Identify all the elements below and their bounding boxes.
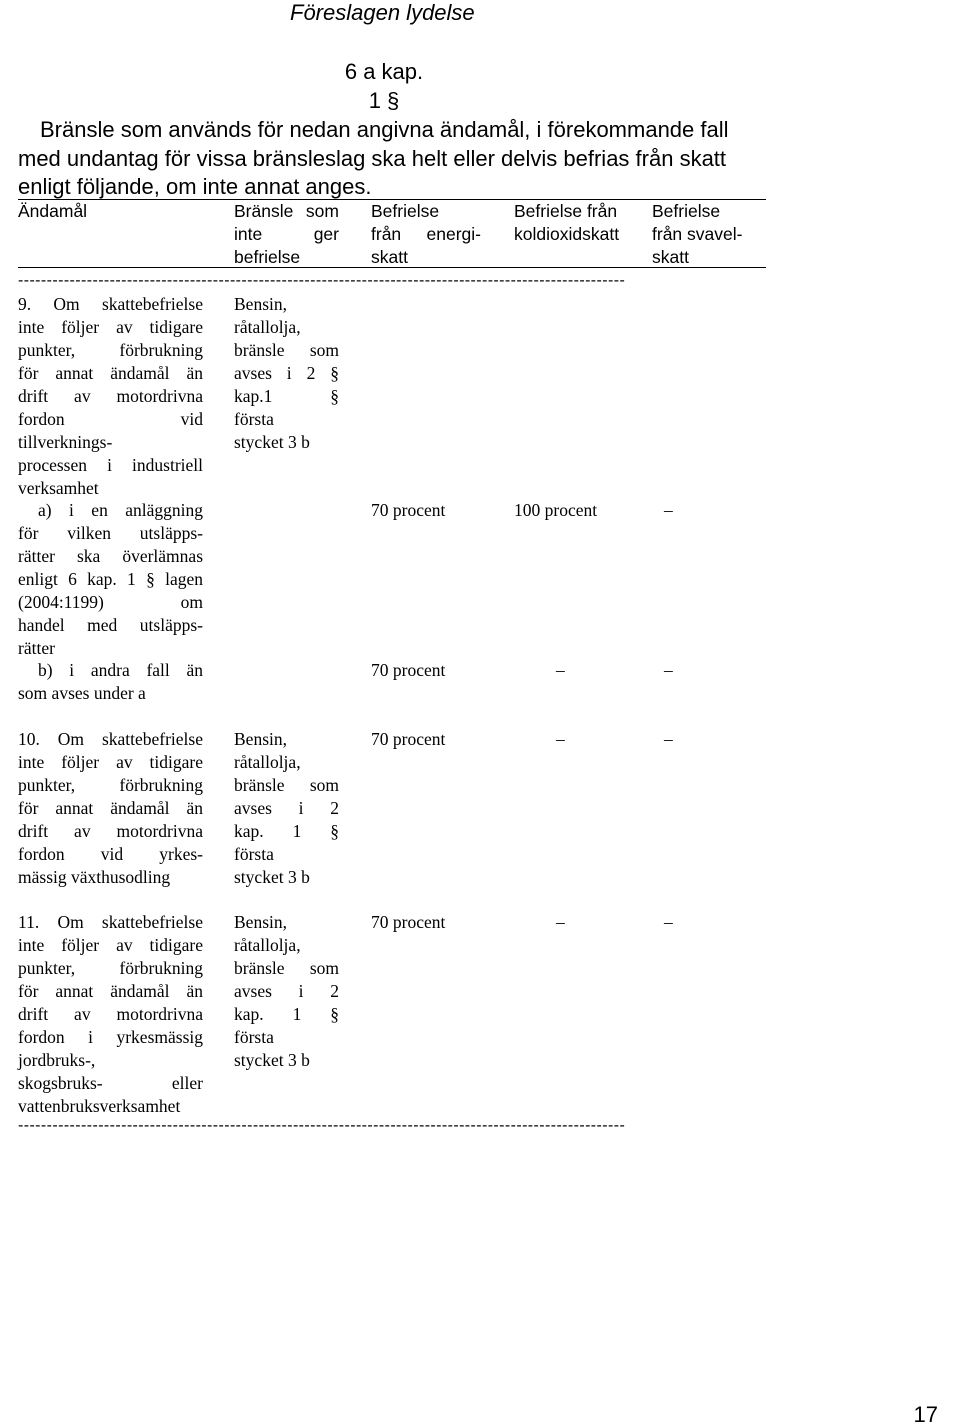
text-line: 9. Om skattebefrielse [18,294,203,314]
header-energy [371,200,481,269]
header-fuel-line: Bränsle som [234,201,339,221]
row-11-co2: – [556,912,565,932]
text-line: som avses under a [18,683,146,703]
text-line: 11. Om skattebefrielse [18,912,203,932]
dashed-separator: ---------------------------------------------------------------------------------------------------------- [18,1117,626,1134]
table-header-rule [18,267,766,268]
header-fuel [234,200,339,269]
row-9-fuel [234,293,339,454]
text-line: Bensin, [234,912,287,932]
header-fuel-line: inte ger [234,224,339,244]
row-11-energy: 70 procent [371,912,446,932]
header-energy-line: från energi- [371,224,481,244]
page-number: 17 [913,1402,938,1427]
row-9b-purpose [18,659,203,705]
text-line: första [234,844,274,864]
text-line: Bensin, [234,729,287,749]
text-line: punkter, förbrukning [18,340,203,360]
text-line: kap. 1 § [234,1004,339,1024]
text-line: råtallolja, [234,935,301,955]
row-9a-energy: 70 procent [371,500,446,520]
row-10-purpose [18,728,203,889]
text-line: 10. Om skattebefrielse [18,729,203,749]
text-line: råtallolja, [234,317,301,337]
text-line: processen i industriell [18,455,203,475]
text-line: rätter [18,638,55,658]
header-co2-line: koldioxidskatt [514,224,620,244]
text-line: tillverknings- [18,432,113,452]
chapter-heading: 6 a kap. [344,59,424,84]
text-line: punkter, förbrukning [18,775,203,795]
header-sulphur [652,200,762,269]
row-9a-co2: 100 procent [514,500,598,520]
intro-paragraph [18,116,778,202]
text-line: avses i 2 [234,981,339,1001]
row-11-sulphur: – [664,912,673,932]
text-line: drift av motordrivna [18,1004,203,1024]
text-line: avses i 2 [234,798,339,818]
text-line: enligt 6 kap. 1 § lagen [18,569,203,589]
text-line: kap. 1 § [234,821,339,841]
text-line: bränsle som [234,775,339,795]
text-line: fordon vid [18,409,203,429]
header-energy-line: skatt [371,247,408,267]
text-line: bränsle som [234,340,339,360]
text-line: första [234,409,274,429]
text-line: handel med utsläpps- [18,615,203,635]
header-co2-line: Befrielse från [514,201,618,221]
row-10-fuel [234,728,339,889]
text-line: kap.1 § [234,386,339,406]
section-heading: 1 § [368,88,400,113]
text-line: jordbruks-, [18,1050,96,1070]
intro-line: Bränsle som används för nedan angivna ändamål, i förekommande fall [40,117,729,142]
header-sulphur-line: från svavel- [652,224,743,244]
header-co2 [514,200,634,246]
header-sulphur-line: Befrielse [652,201,721,221]
text-line: avses i 2 § [234,363,339,383]
text-line: första [234,1027,274,1047]
text-line: råtallolja, [234,752,301,772]
row-11-purpose [18,911,203,1118]
intro-line: enligt följande, om inte annat anges. [18,174,372,200]
page-header-title: Föreslagen lydelse [290,0,475,25]
text-line: verksamhet [18,478,99,498]
text-line: för annat ändamål än [18,798,203,818]
row-10-co2: – [556,729,565,749]
header-fuel-line: befrielse [234,247,301,267]
text-line: a) i en anläggning [38,500,203,520]
text-line: för annat ändamål än [18,363,203,383]
row-9-purpose [18,293,203,500]
text-line: rätter ska överlämnas [18,546,203,566]
text-line: drift av motordrivna [18,821,203,841]
text-line: inte följer av tidigare [18,935,203,955]
header-sulphur-line: skatt [652,247,689,267]
text-line: fordon vid yrkes- [18,844,203,864]
text-line: mässig växthusodling [18,867,171,887]
header-purpose: Ändamål [18,201,88,221]
header-energy-line: Befrielse [371,201,440,221]
text-line: vattenbruksverksamhet [18,1096,181,1116]
text-line: stycket 3 b [234,867,310,887]
row-9a-purpose [18,499,203,660]
row-9b-energy: 70 procent [371,660,446,680]
text-line: Bensin, [234,294,287,314]
text-line: för vilken utsläpps- [18,523,203,543]
row-11-fuel [234,911,339,1072]
text-line: stycket 3 b [234,432,310,452]
text-line: fordon i yrkesmässig [18,1027,203,1047]
text-line: b) i andra fall än [38,660,203,680]
text-line: (2004:1199) om [18,592,203,612]
text-line: skogsbruks- eller [18,1073,203,1093]
row-9a-sulphur: – [664,500,673,520]
text-line: bränsle som [234,958,339,978]
row-9b-sulphur: – [664,660,673,680]
row-9b-co2: – [556,660,565,680]
intro-line: med undantag för vissa bränsleslag ska helt eller delvis befrias från skatt [18,145,727,171]
text-line: för annat ändamål än [18,981,203,1001]
text-line: inte följer av tidigare [18,752,203,772]
row-10-energy: 70 procent [371,729,446,749]
row-10-sulphur: – [664,729,673,749]
text-line: stycket 3 b [234,1050,310,1070]
text-line: inte följer av tidigare [18,317,203,337]
dashed-separator: ---------------------------------------------------------------------------------------------------------- [18,272,626,289]
text-line: punkter, förbrukning [18,958,203,978]
text-line: drift av motordrivna [18,386,203,406]
